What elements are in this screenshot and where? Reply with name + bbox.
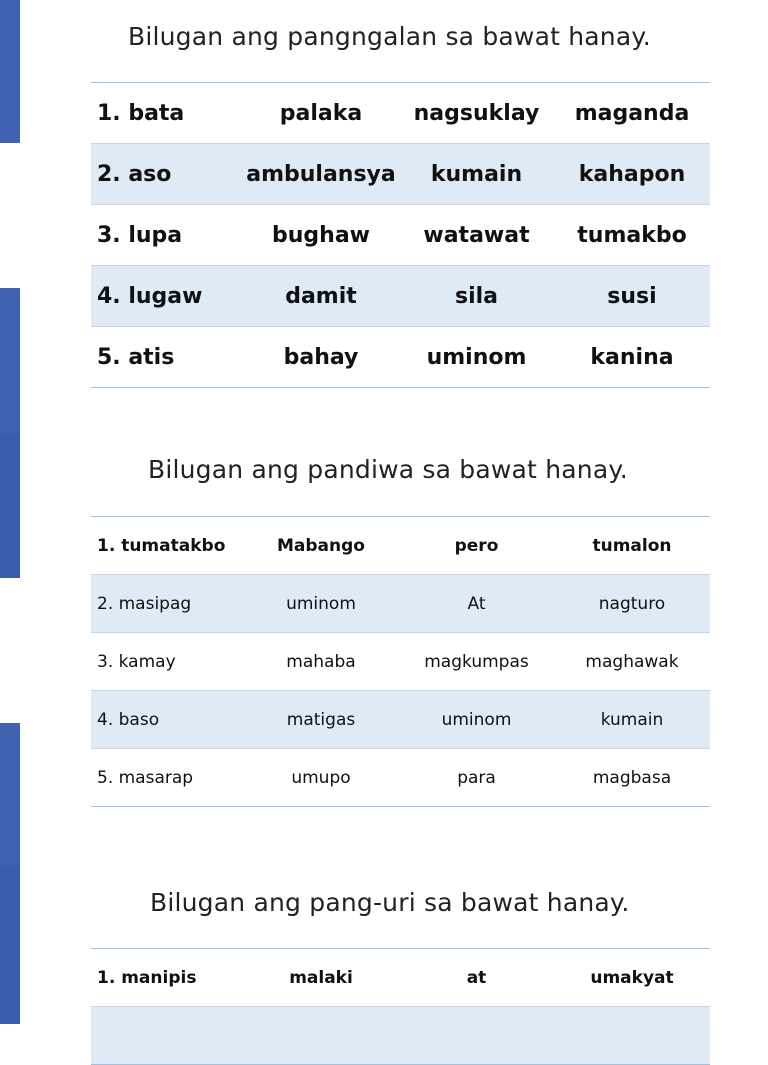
choice-word[interactable] [243, 1007, 399, 1065]
table-row [91, 691, 710, 749]
choice-word[interactable]: magbasa [592, 767, 672, 788]
choice-word[interactable]: Mabango [277, 535, 365, 556]
choice-word[interactable]: kumain [600, 709, 664, 730]
sidebar-strip [0, 0, 20, 1024]
table-row [91, 205, 710, 266]
choice-word[interactable]: pero [454, 535, 499, 556]
choice-word[interactable]: nagsuklay [413, 100, 540, 126]
table-row [91, 266, 710, 327]
sidebar-segment [0, 433, 20, 578]
choice-word[interactable]: para [457, 767, 496, 788]
worksheet-table-nouns [91, 82, 710, 388]
choice-word[interactable]: sila [454, 283, 499, 309]
item-number-word: 5. masarap [97, 767, 194, 788]
choice-word[interactable]: damit [285, 283, 357, 309]
item-number-word: 5. atis [97, 344, 175, 370]
sidebar-segment [0, 578, 20, 723]
worksheet-table-verbs [91, 516, 710, 807]
table-row [91, 327, 710, 388]
choice-word[interactable]: mahaba [286, 651, 356, 672]
item-number-word: 4. lugaw [97, 283, 203, 309]
sidebar-segment [0, 723, 20, 865]
item-number-word: 1. bata [97, 100, 185, 126]
choice-word[interactable]: umakyat [590, 967, 674, 988]
item-number-word: 1. tumatakbo [97, 535, 226, 556]
table-row [91, 949, 710, 1007]
table-row [91, 517, 710, 575]
choice-word[interactable]: palaka [279, 100, 363, 126]
choice-word[interactable]: kahapon [578, 161, 686, 187]
item-number-word: 3. kamay [97, 651, 176, 672]
item-number-word: 2. aso [97, 161, 172, 187]
choice-word[interactable]: ambulansya [246, 161, 396, 187]
section-heading-verbs: Bilugan ang pandiwa sa bawat hanay. [148, 455, 628, 484]
item-number-word: 4. baso [97, 709, 160, 730]
table-row [91, 575, 710, 633]
choice-word[interactable]: umupo [291, 767, 351, 788]
choice-word[interactable]: maganda [574, 100, 690, 126]
choice-word[interactable] [554, 1007, 710, 1065]
item-number-word: 2. masipag [97, 593, 192, 614]
section-heading-adjectives: Bilugan ang pang-uri sa bawat hanay. [150, 888, 630, 917]
sidebar-segment [0, 288, 20, 433]
table-row [91, 749, 710, 807]
table-row [91, 633, 710, 691]
choice-word[interactable]: At [467, 593, 486, 614]
section-heading-nouns: Bilugan ang pangngalan sa bawat hanay. [128, 22, 651, 51]
choice-word[interactable]: kumain [430, 161, 523, 187]
choice-word[interactable]: uminom [441, 709, 512, 730]
choice-word[interactable]: susi [607, 283, 657, 309]
sidebar-segment [0, 143, 20, 288]
table-row [91, 144, 710, 205]
choice-word[interactable]: bahay [283, 344, 359, 370]
choice-word[interactable]: bughaw [272, 222, 370, 248]
choice-word[interactable]: uminom [286, 593, 356, 614]
choice-word[interactable]: tumakbo [577, 222, 687, 248]
choice-word[interactable]: kanina [590, 344, 674, 370]
table-row [91, 1007, 710, 1065]
worksheet-table-adjectives [91, 948, 710, 1065]
table-row [91, 83, 710, 144]
choice-word[interactable]: watawat [423, 222, 530, 248]
choice-word[interactable] [399, 1007, 554, 1065]
choice-word[interactable]: at [466, 967, 487, 988]
choice-word[interactable]: uminom [426, 344, 527, 370]
choice-word[interactable]: magkumpas [424, 651, 529, 672]
item-number-word: 1. manipis [97, 967, 197, 988]
item-number-word [91, 1007, 243, 1065]
choice-word[interactable]: tumalon [592, 535, 672, 556]
choice-word[interactable]: matigas [286, 709, 356, 730]
sidebar-segment [0, 865, 20, 1024]
choice-word[interactable]: malaki [289, 967, 353, 988]
sidebar-segment [0, 0, 20, 143]
item-number-word: 3. lupa [97, 222, 183, 248]
choice-word[interactable]: maghawak [585, 651, 679, 672]
choice-word[interactable]: nagturo [598, 593, 666, 614]
